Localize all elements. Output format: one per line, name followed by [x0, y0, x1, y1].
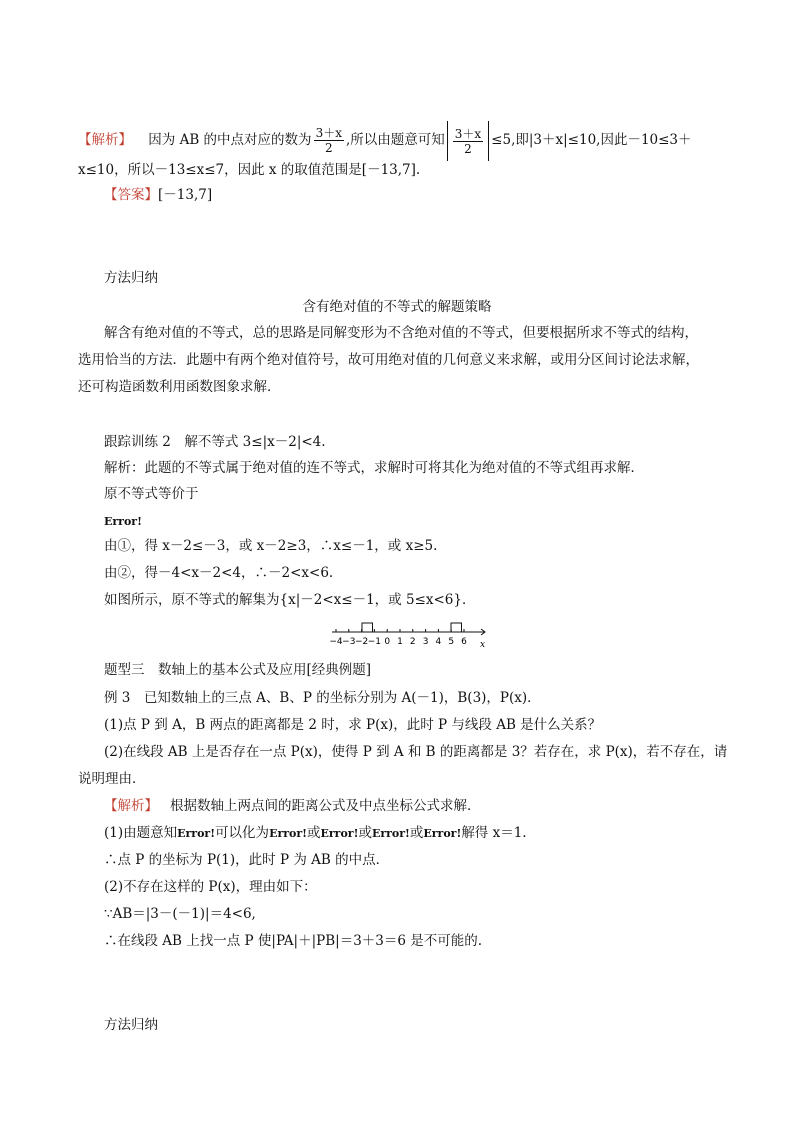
- method-paragraph-line-1: 解含有绝对值的不等式，总的思路是同解变形为不含绝对值的不等式，但要根据所求不等式的结构，: [104, 325, 698, 341]
- axis-tick-label: −2: [354, 637, 369, 647]
- inner-numerator: 3＋x: [454, 126, 482, 141]
- method-paragraph-line-3: 还可构造函数利用函数图象求解．: [78, 379, 281, 395]
- axis-tick-label: −1: [367, 637, 382, 647]
- answer-line: [104, 185, 734, 205]
- analysis-line-2: x≤10，所以－13≤x≤7，因此 x 的取值范围是[－13,7].: [78, 162, 421, 178]
- error-4: Error!: [371, 827, 410, 840]
- error-1: Error!: [177, 827, 216, 840]
- analysis-text-mid: ,所以由题意可知: [345, 132, 445, 148]
- midpoint-fraction: [314, 126, 344, 155]
- axis-tick-label: 3: [422, 637, 429, 647]
- number-line-svg: [330, 620, 490, 650]
- question-1: (1)点 P 到 A，B 两点的距离都是 2 时，求 P(x)，此时 P 与线段 AB 是什么关系？: [104, 717, 602, 733]
- solution-1-post: 解得 x＝1.: [461, 825, 527, 841]
- error-2: Error!: [269, 827, 307, 840]
- analysis-tag: 【解析】: [78, 132, 132, 148]
- method-heading-1: 方法归纳: [104, 270, 158, 286]
- solution-3: (2)不存在这样的 P(x)，理由如下：: [104, 879, 317, 895]
- inner-denominator: 2: [464, 141, 472, 156]
- method-title: 含有绝对值的不等式的解题策略: [302, 299, 492, 315]
- axis-tick-label: 4: [435, 637, 442, 647]
- training-analysis: 解析：此题的不等式属于绝对值的连不等式，求解时可将其化为绝对值的不等式组再求解．: [104, 460, 644, 476]
- analysis-text-post: ≤5,即|3＋x|≤10,因此－10≤3＋: [491, 132, 692, 148]
- question-2-line-2: 说明理由．: [78, 771, 146, 787]
- axis-tick-label: 2: [409, 637, 416, 647]
- or-1: 或: [307, 825, 321, 841]
- type3-analysis: [104, 796, 734, 816]
- analysis-text-pre: 因为 AB 的中点对应的数为: [148, 132, 312, 148]
- solution-1-pre: (1)由题意知: [104, 825, 178, 841]
- answer-tag: 【答案】: [104, 187, 158, 203]
- interval-box-right: [451, 623, 462, 632]
- training-result: 如图所示，原不等式的解集为{x|－2<x≤－1，或 5≤x<6}．: [104, 592, 476, 608]
- question-2-line-1: (2)在线段 AB 上是否存在一点 P(x)，使得 P 到 A 和 B 的距离都是 3？若存在，求 P(x)，若不存在，请: [104, 744, 728, 760]
- answer-value: [－13,7]: [158, 187, 213, 203]
- interval-box-left: [362, 623, 373, 632]
- error-3: Error!: [320, 827, 359, 840]
- training-step-1: 由①，得 x－2≤－3，或 x－2≥3，∴x≤－1，或 x≥5.: [104, 538, 438, 554]
- fraction-numerator: 3＋x: [315, 126, 342, 140]
- analysis-line-1: [78, 120, 734, 160]
- solution-5: ∴在线段 AB 上找一点 P 使|PA|＋|PB|＝3＋3＝6 是不可能的.: [104, 933, 483, 949]
- type3-title: 题型三 数轴上的基本公式及应用[经典例题]: [104, 662, 372, 678]
- example-3: 例 3 已知数轴上的三点 A、B、P 的坐标分别为 A(－1)，B(3)，P(x)．: [104, 690, 541, 706]
- solution-1: [104, 823, 734, 844]
- axis-variable-label: x: [480, 640, 486, 650]
- method-paragraph-line-2: 选用恰当的方法．此题中有两个绝对值符号，故可用绝对值的几何意义来求解，或用分区间讨论法求解，: [78, 352, 699, 368]
- axis-tick-label: 5: [448, 637, 455, 647]
- axis-tick-label: 6: [461, 637, 467, 647]
- axis-tick-labels: [330, 637, 467, 647]
- solution-4: ∵AB＝|3－(－1)|＝4<6,: [104, 906, 256, 922]
- absolute-value-fraction: [447, 121, 489, 161]
- training-equiv: 原不等式等价于: [104, 486, 199, 502]
- error-placeholder: Error!: [104, 515, 142, 528]
- or-3: 或: [409, 825, 424, 841]
- axis-tick-label: −4: [330, 637, 343, 647]
- inner-fraction: [453, 127, 483, 156]
- axis-tick-label: 0: [384, 637, 391, 647]
- type3-analysis-tag: 【解析】: [104, 798, 158, 814]
- fraction-denominator: 2: [324, 141, 333, 155]
- type3-analysis-text: 根据数轴上两点间的距离公式及中点坐标公式求解．: [170, 798, 481, 814]
- number-line-figure: [330, 620, 490, 654]
- solution-2: ∴点 P 的坐标为 P(1)，此时 P 为 AB 的中点．: [104, 852, 390, 868]
- error-5: Error!: [423, 827, 462, 840]
- training-step-2: 由②，得－4<x－2<4，∴－2<x<6.: [104, 565, 334, 581]
- training-title: 跟踪训练 2 解不等式 3≤|x－2|<4.: [104, 434, 326, 450]
- or-2: 或: [358, 825, 372, 841]
- method-heading-2: 方法归纳: [104, 1017, 158, 1033]
- axis-tick-label: −3: [342, 637, 356, 647]
- solution-1-mid: 可以化为: [215, 825, 270, 841]
- axis-tick-label: 1: [397, 637, 403, 647]
